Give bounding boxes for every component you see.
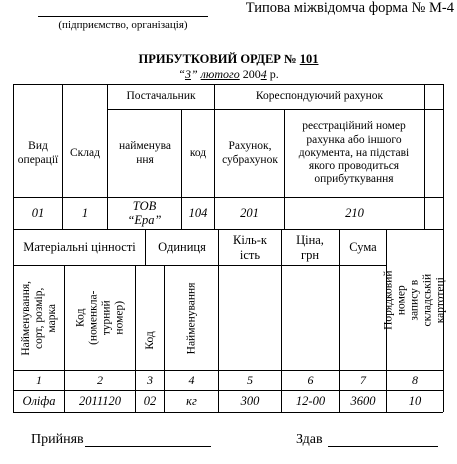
warehouse-header: Склад — [70, 146, 100, 159]
operation-type-value: 01 — [31, 206, 45, 221]
column-number: 5 — [247, 372, 253, 387]
unit-code-header-label: Код — [143, 330, 156, 350]
supplier-code-value: 104 — [188, 206, 208, 221]
account-header: Рахунок, субрахунок — [222, 140, 278, 166]
column-number: 1 — [36, 372, 42, 387]
rule — [424, 84, 425, 229]
account-value: 201 — [240, 206, 259, 221]
unit-name-value: кг — [186, 394, 197, 409]
form-label: Типова міжвідомча форма № М-4 — [245, 0, 454, 16]
date-day: 3 — [184, 67, 191, 81]
item-name-header — [14, 266, 64, 370]
received-label: Прийняв — [31, 432, 84, 447]
nomenclature-header — [65, 266, 135, 370]
price-header: Ціна, грн — [296, 233, 324, 262]
table-right-border — [443, 84, 444, 412]
title-name: ПРИБУТКОВИЙ ОРДЕР № — [138, 52, 300, 66]
valuables-group-header: Матеріальні цінності — [23, 240, 136, 255]
quantity-header — [219, 230, 281, 265]
document-date: “3” лютого 2004 р. — [178, 67, 279, 81]
card-record-header — [382, 230, 447, 370]
item-name-value: Оліфа — [22, 394, 56, 409]
supplier-name-line1: ТОВ — [132, 199, 157, 214]
table-bottom-border — [13, 412, 443, 413]
unit-code-header — [136, 266, 164, 370]
supplier-group-header: Постачальник — [126, 90, 196, 103]
supplier-name-header: найменування — [118, 140, 172, 166]
corresp-account-group-header: Кореспондуючий рахунок — [255, 90, 384, 103]
column-number: 8 — [412, 372, 418, 387]
date-month: лютого — [200, 67, 240, 81]
supplier-code-header: код — [189, 146, 207, 159]
document-title — [0, 52, 457, 67]
price-value: 12-00 — [295, 394, 326, 409]
unit-group-header: Одиниця — [158, 240, 206, 255]
card-record-header-label: Порядковий номер запису в складській картотеці — [382, 270, 447, 330]
supplier-name-value — [108, 198, 181, 229]
handed-label: Здав — [296, 432, 323, 447]
unit-name-header-label: Найменування — [185, 282, 198, 354]
sum-value: 3600 — [350, 394, 376, 409]
column-number: 4 — [188, 372, 195, 387]
sum-header: Сума — [349, 240, 377, 255]
nomenclature-header-label: Код (номенкла-турний номер) — [74, 290, 125, 346]
analytic-account-value: 210 — [345, 206, 364, 221]
analytic-account-header: реєстраційний номер рахунка або іншого документа, на підставі якого проводиться оприбуткування — [298, 120, 410, 186]
organization-caption: (підприємство, організація) — [58, 19, 188, 31]
column-number: 7 — [360, 372, 366, 387]
unit-code-value: 02 — [143, 394, 157, 409]
date-year-suffix: р. — [266, 67, 279, 81]
column-number: 6 — [307, 372, 314, 387]
unit-name-header — [165, 266, 218, 370]
operation-type-header: Вид операції — [17, 140, 59, 166]
column-number: 2 — [97, 372, 103, 387]
quantity-header-label: Кіль-кість — [233, 233, 267, 262]
organization-line — [38, 16, 208, 17]
warehouse-value: 1 — [81, 206, 89, 221]
date-year-prefix: 200 — [242, 67, 261, 81]
card-record-value: 10 — [408, 394, 422, 409]
nomenclature-value: 2011120 — [79, 394, 121, 409]
supplier-name-line2: “Ера” — [127, 212, 162, 227]
column-number: 3 — [147, 372, 153, 387]
received-signature-line[interactable] — [85, 446, 211, 447]
date-year-digit: 4 — [260, 67, 267, 81]
order-number: 101 — [299, 52, 319, 66]
handed-signature-line[interactable] — [328, 446, 438, 447]
item-name-header-label: Найменування, сорт, розмір, марка — [19, 280, 58, 356]
quantity-value: 300 — [240, 394, 260, 409]
